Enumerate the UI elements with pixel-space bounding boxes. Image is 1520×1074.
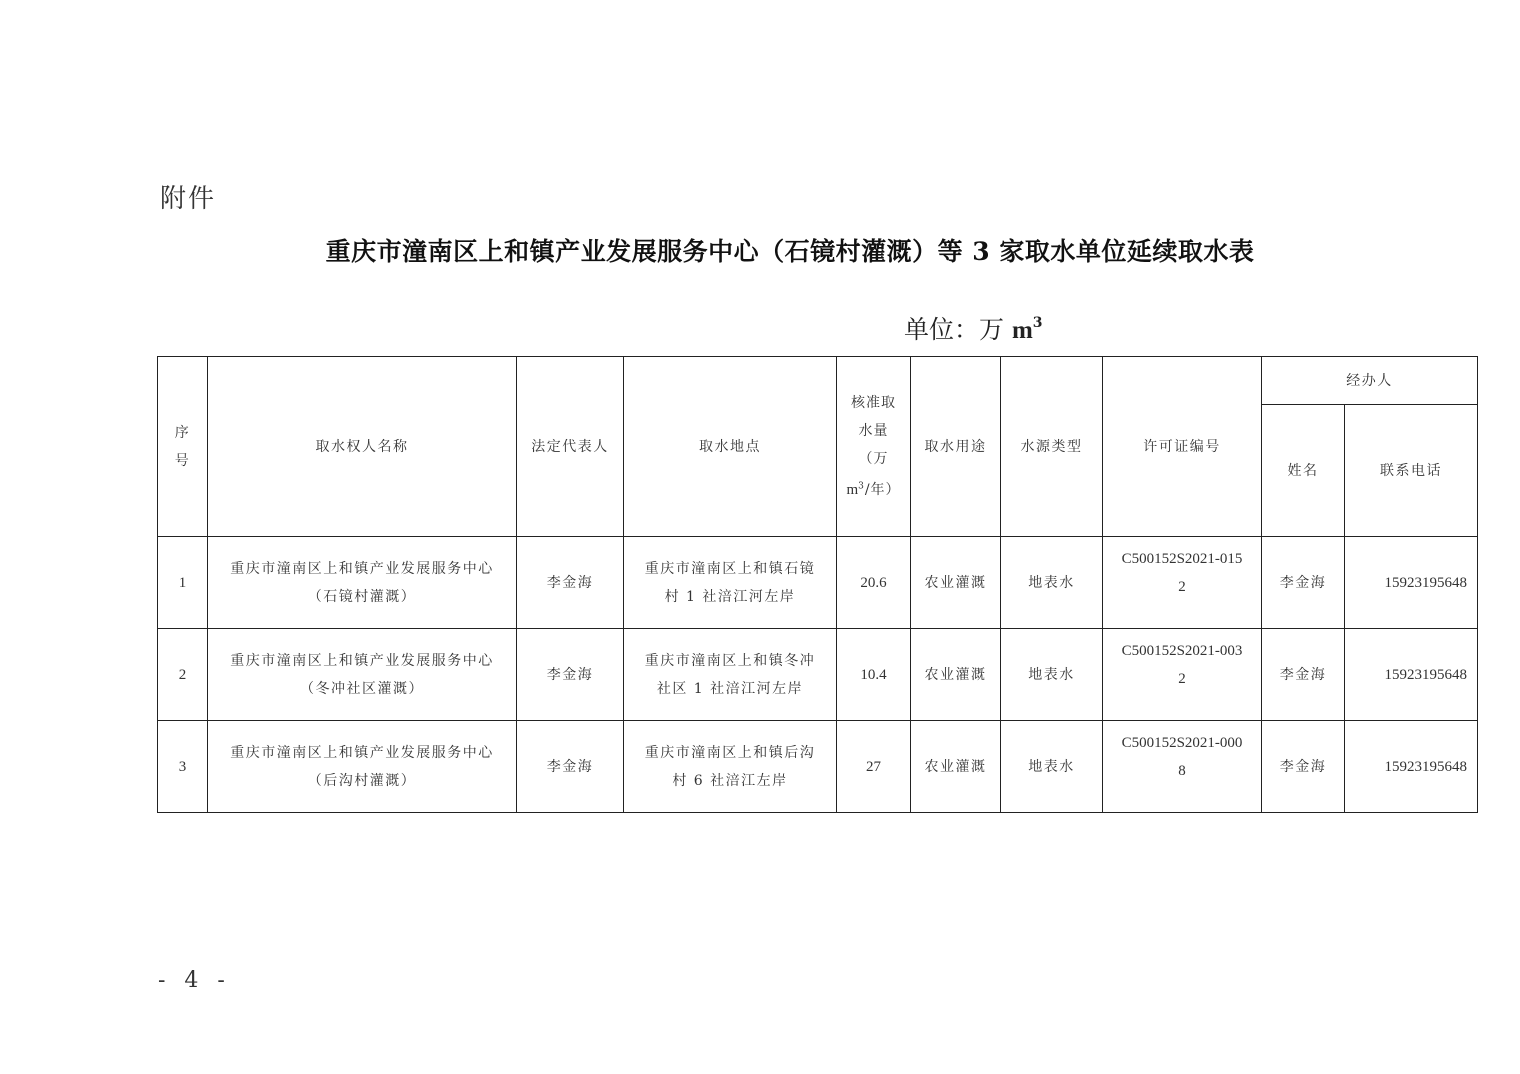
unit-label	[904, 310, 1043, 346]
header-handler-phone: 联系电话	[1345, 405, 1478, 537]
cell-source-type: 地表水	[1001, 721, 1103, 813]
cell-permit-line1: C500152S2021-015	[1121, 551, 1243, 567]
document-title: 重庆市潼南区上和镇产业发展服务中心（石镜村灌溉）等 3 家取水单位延续取水表	[325, 237, 1255, 266]
cell-permit-no	[1103, 721, 1262, 813]
cell-usage: 农业灌溉	[911, 629, 1001, 721]
cell-quota: 20.6	[837, 537, 911, 629]
cell-quota: 10.4	[837, 629, 911, 721]
header-source-type: 水源类型	[1001, 357, 1103, 537]
header-permit-no: 许可证编号	[1103, 357, 1262, 537]
cell-name-line1: 重庆市潼南区上和镇产业发展服务中心	[230, 560, 494, 577]
cell-quota: 27	[837, 721, 911, 813]
header-quota-line4	[846, 482, 900, 498]
header-seq	[158, 357, 208, 537]
cell-permit-line1: C500152S2021-003	[1121, 643, 1243, 659]
cell-location	[624, 537, 837, 629]
table-row	[158, 537, 1478, 629]
cell-source-type: 地表水	[1001, 537, 1103, 629]
header-quota-unit: m	[846, 482, 859, 499]
header-quota	[837, 357, 911, 537]
header-quota-line2: 水量	[858, 422, 889, 439]
cell-handler-phone: 15923195648	[1345, 629, 1478, 721]
cell-legal-rep: 李金海	[517, 537, 624, 629]
cell-handler-name: 李金海	[1262, 629, 1345, 721]
cell-handler-phone: 15923195648	[1345, 537, 1478, 629]
header-handler-name: 姓名	[1262, 405, 1345, 537]
cell-handler-phone: 15923195648	[1345, 721, 1478, 813]
table-row	[158, 721, 1478, 813]
cell-location-line2: 村 6 社涪江左岸	[672, 772, 788, 789]
cell-name-line2: （后沟村灌溉）	[307, 772, 417, 789]
cell-location-line1: 重庆市潼南区上和镇冬冲	[644, 652, 816, 669]
header-quota-line1: 核准取	[851, 394, 896, 411]
cell-name	[208, 721, 517, 813]
cell-seq: 3	[158, 721, 208, 813]
cell-location-line1: 重庆市潼南区上和镇后沟	[644, 744, 816, 761]
cell-name-line2: （冬冲社区灌溉）	[300, 680, 424, 697]
cell-permit-line2: 8	[1178, 763, 1186, 779]
page-number: - 4 -	[158, 968, 231, 993]
cell-location-line2: 村 1 社涪江河左岸	[664, 588, 796, 605]
cell-location	[624, 629, 837, 721]
header-seq-line2: 号	[174, 452, 191, 469]
cell-name	[208, 537, 517, 629]
cell-source-type: 地表水	[1001, 629, 1103, 721]
cell-legal-rep: 李金海	[517, 629, 624, 721]
cell-usage: 农业灌溉	[911, 537, 1001, 629]
header-legal-rep: 法定代表人	[517, 357, 624, 537]
cell-seq: 2	[158, 629, 208, 721]
cell-location-line1: 重庆市潼南区上和镇石镜	[644, 560, 816, 577]
header-seq-line1: 序	[174, 424, 191, 441]
cell-permit-line2: 2	[1178, 579, 1186, 595]
attachment-label: 附件	[160, 184, 217, 214]
table-row	[158, 629, 1478, 721]
cell-permit-line1: C500152S2021-000	[1121, 735, 1243, 751]
cell-handler-name: 李金海	[1262, 537, 1345, 629]
cell-location	[624, 721, 837, 813]
cell-usage: 农业灌溉	[911, 721, 1001, 813]
cell-name-line1: 重庆市潼南区上和镇产业发展服务中心	[230, 744, 494, 761]
header-row-1	[158, 357, 1478, 405]
header-quota-line3: （万	[858, 450, 889, 467]
header-quota-sup: 3	[858, 481, 865, 492]
cell-location-line2: 社区 1 社涪江河左岸	[656, 680, 804, 697]
header-location: 取水地点	[624, 357, 837, 537]
cell-permit-line2: 2	[1178, 671, 1186, 687]
header-quota-post: /年）	[864, 482, 901, 499]
cell-seq: 1	[158, 537, 208, 629]
unit-superscript: 3	[1032, 314, 1043, 331]
unit-prefix: 单位：万	[904, 315, 1012, 344]
cell-name-line2: （石镜村灌溉）	[307, 588, 417, 605]
cell-permit-no	[1103, 537, 1262, 629]
unit-text: m	[1011, 317, 1033, 344]
cell-name-line1: 重庆市潼南区上和镇产业发展服务中心	[230, 652, 494, 669]
cell-handler-name: 李金海	[1262, 721, 1345, 813]
cell-name	[208, 629, 517, 721]
cell-permit-no	[1103, 629, 1262, 721]
header-name: 取水权人名称	[208, 357, 517, 537]
water-permit-table	[157, 356, 1478, 813]
cell-legal-rep: 李金海	[517, 721, 624, 813]
header-handler: 经办人	[1262, 357, 1478, 405]
header-usage: 取水用途	[911, 357, 1001, 537]
